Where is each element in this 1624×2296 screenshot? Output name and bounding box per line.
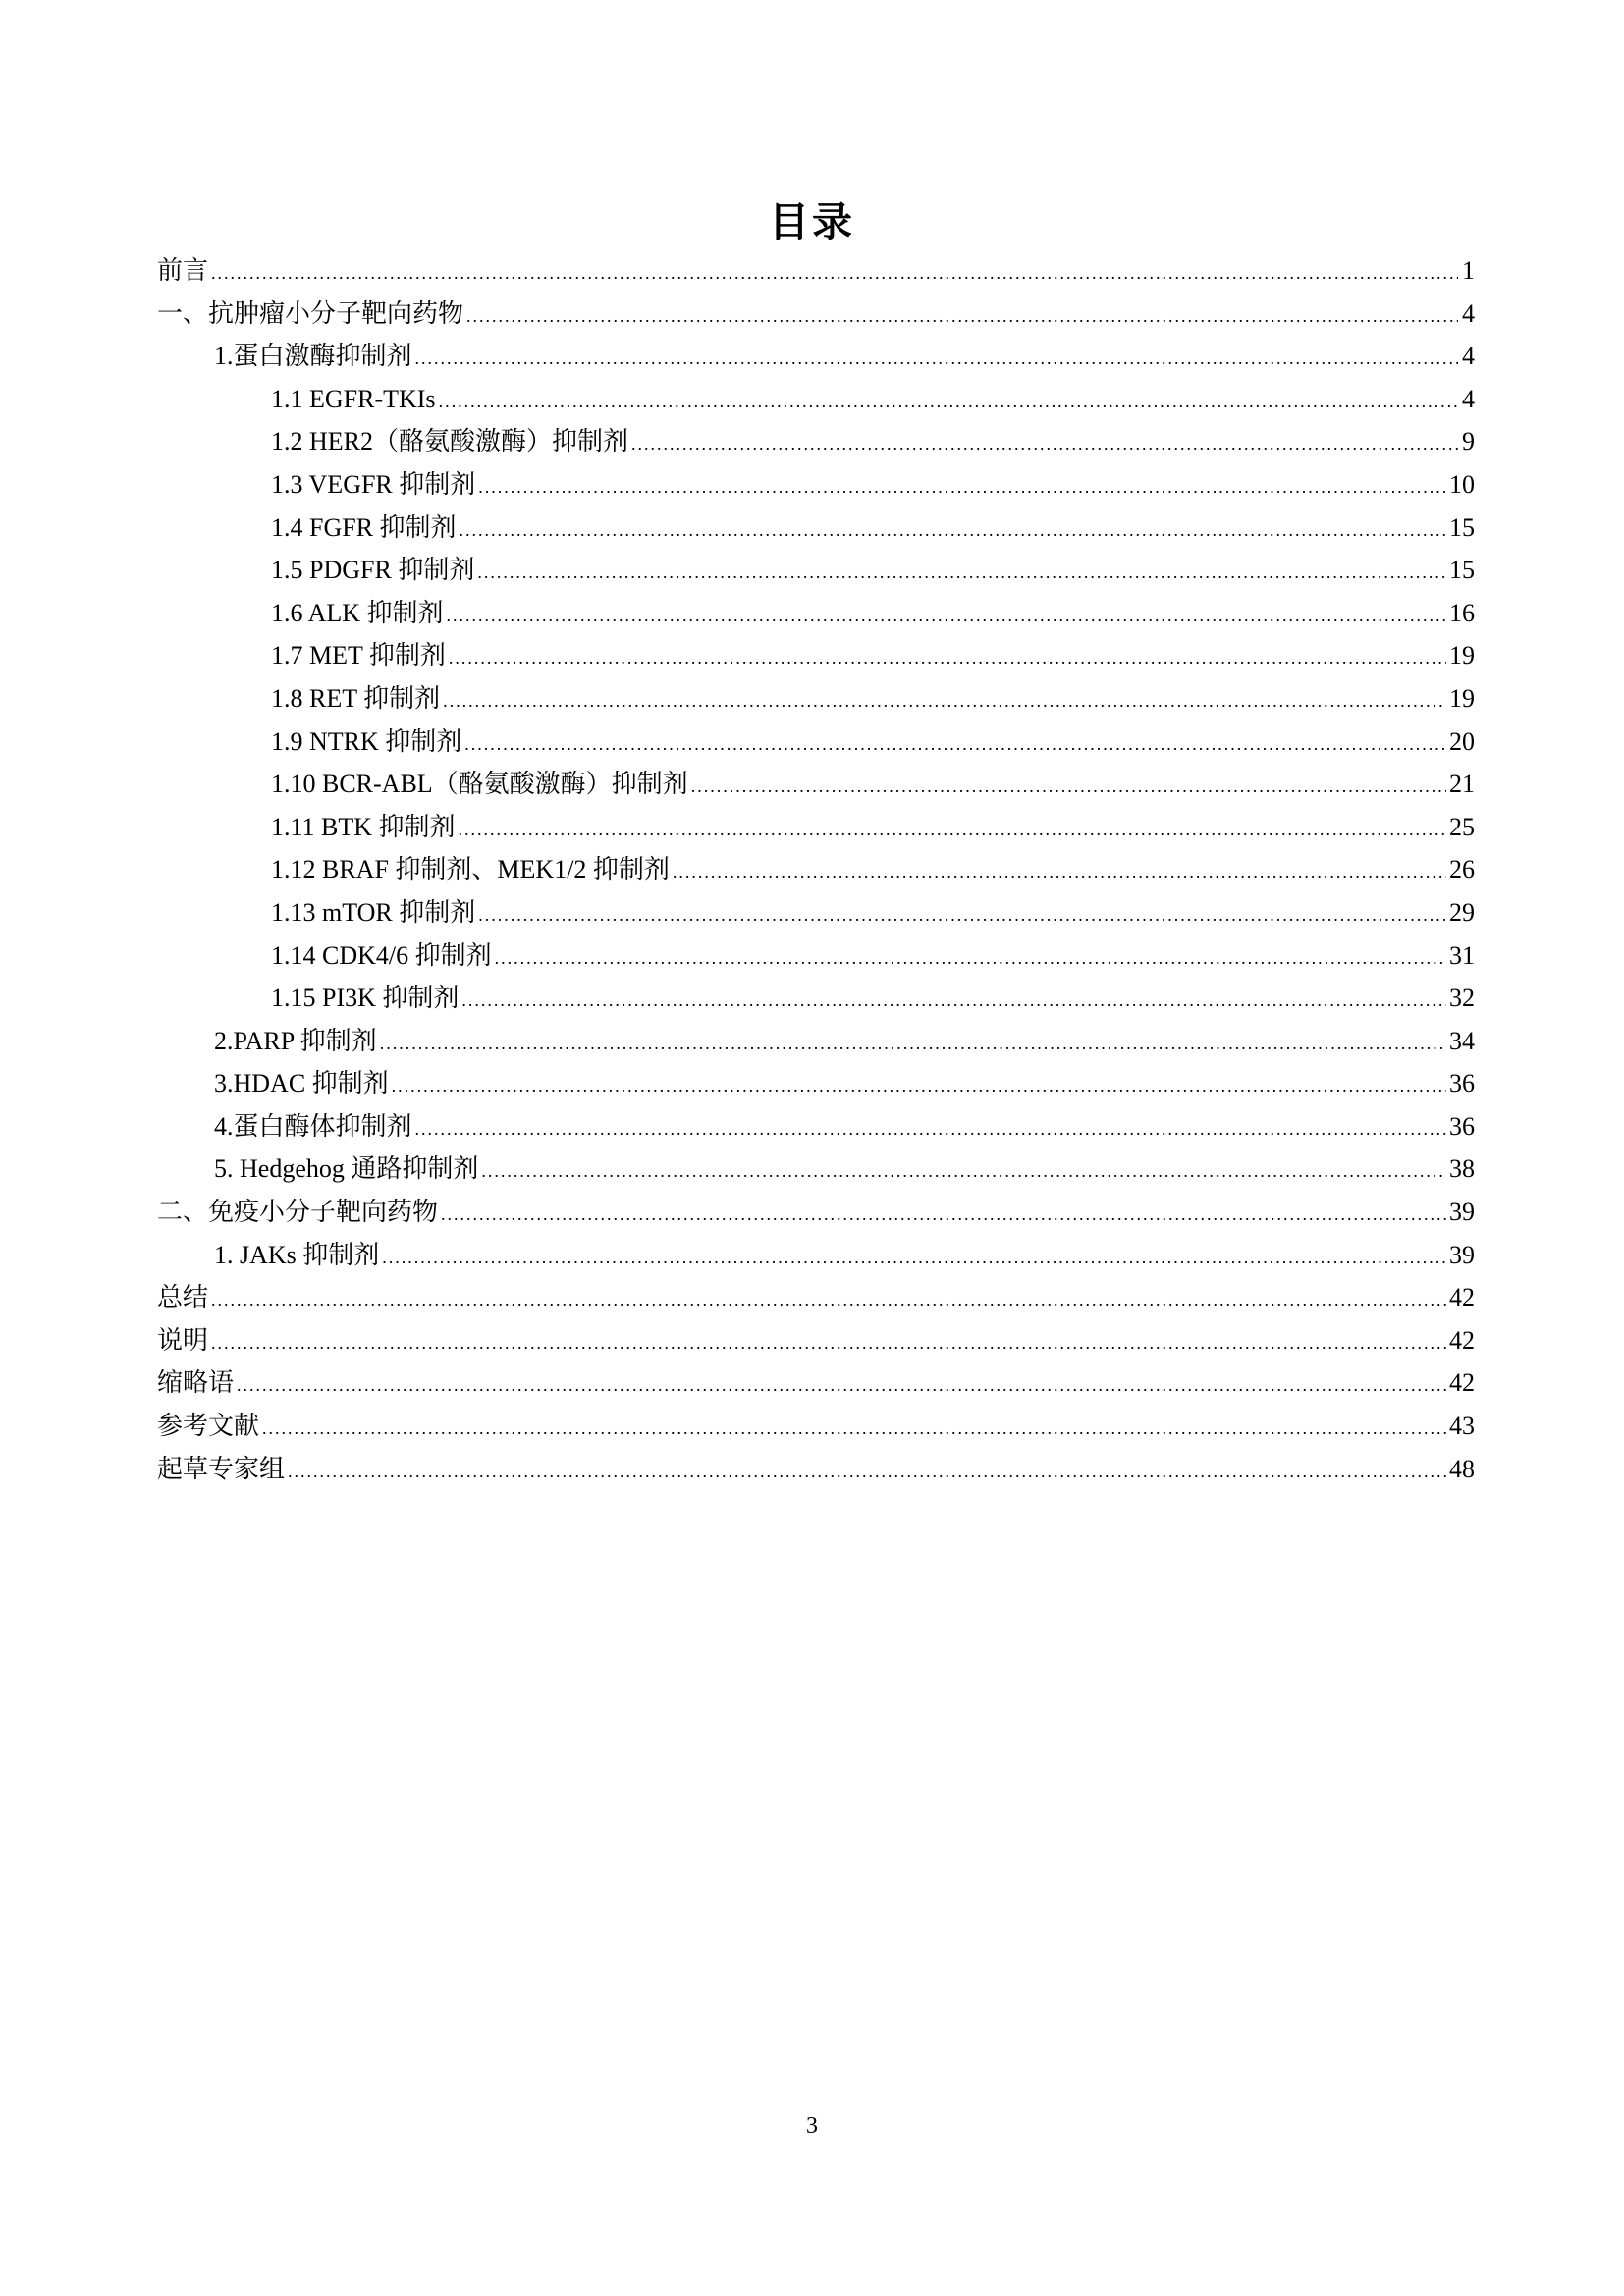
toc-entry[interactable] [157, 1362, 1475, 1405]
toc-entry-page: 26 [1449, 855, 1475, 884]
toc-entry[interactable] [157, 249, 1475, 293]
toc-entry-label: 1.1 EGFR-TKIs [271, 384, 436, 413]
toc-entry-page: 4 [1462, 342, 1475, 371]
toc-dot-leader [673, 851, 1446, 894]
toc-entry-page: 19 [1449, 683, 1475, 713]
toc-entry[interactable] [157, 1148, 1475, 1191]
toc-entry[interactable] [157, 634, 1475, 677]
toc-entry[interactable] [157, 934, 1475, 978]
toc-entry-label: 起草专家组 [157, 1454, 286, 1483]
toc-dot-leader [481, 1150, 1446, 1194]
toc-entry[interactable] [157, 891, 1475, 934]
toc-entry-label: 4.蛋白酶体抑制剂 [214, 1111, 412, 1141]
toc-entry[interactable] [157, 507, 1475, 550]
toc-entry-label: 1.15 PI3K 抑制剂 [271, 984, 460, 1013]
toc-entry-page: 1 [1462, 256, 1475, 285]
toc-entry-label: 1.13 mTOR 抑制剂 [271, 897, 476, 927]
toc-entry-page: 36 [1449, 1069, 1475, 1098]
toc-entry-label: 1.9 NTRK 抑制剂 [271, 726, 462, 756]
toc-entry-label: 一、抗肿瘤小分子靶向药物 [157, 298, 464, 328]
toc-entry[interactable] [157, 677, 1475, 721]
toc-entry[interactable] [157, 1191, 1475, 1234]
toc-entry-page: 20 [1449, 726, 1475, 756]
toc-dot-leader [464, 723, 1446, 767]
toc-entry-label: 1.7 MET 抑制剂 [271, 641, 446, 670]
toc-entry[interactable] [157, 1105, 1475, 1148]
toc-entry[interactable] [157, 378, 1475, 421]
toc-entry[interactable] [157, 1020, 1475, 1063]
toc-dot-leader [459, 809, 1446, 852]
toc-entry-label: 2.PARP 抑制剂 [214, 1026, 377, 1055]
toc-dot-leader [449, 637, 1446, 680]
toc-entry[interactable] [157, 977, 1475, 1020]
toc-entry-page: 15 [1449, 556, 1475, 585]
toc-entry-label: 1. JAKs 抑制剂 [214, 1240, 380, 1269]
toc-entry-page: 39 [1449, 1240, 1475, 1269]
toc-entry[interactable] [157, 848, 1475, 891]
toc-entry-label: 1.蛋白激酶抑制剂 [214, 342, 412, 371]
toc-entry-label: 1.11 BTK 抑制剂 [271, 812, 456, 841]
toc-entry[interactable] [157, 592, 1475, 635]
toc-entry-label: 前言 [157, 256, 209, 285]
toc-dot-leader [477, 552, 1446, 595]
toc-entry-label: 1.14 CDK4/6 抑制剂 [271, 940, 492, 970]
toc-entry[interactable] [157, 1234, 1475, 1277]
toc-dot-leader [443, 680, 1446, 723]
toc-entry[interactable] [157, 1319, 1475, 1362]
page-number: 3 [806, 2113, 818, 2139]
toc-dot-leader [211, 1322, 1446, 1365]
toc-entry-page: 38 [1449, 1154, 1475, 1184]
toc-entry-page: 16 [1449, 598, 1475, 627]
toc-dot-leader [211, 1279, 1446, 1322]
toc-entry[interactable] [157, 1405, 1475, 1448]
toc-entry-page: 36 [1449, 1111, 1475, 1141]
toc-dot-leader [392, 1065, 1446, 1108]
toc-entry-page: 34 [1449, 1026, 1475, 1055]
toc-entry-page: 42 [1449, 1325, 1475, 1355]
toc-dot-leader [262, 1408, 1446, 1451]
toc-dot-leader [461, 980, 1446, 1023]
toc-entry-page: 21 [1449, 770, 1475, 799]
toc-entry-label: 3.HDAC 抑制剂 [214, 1069, 389, 1098]
toc-entry-page: 42 [1449, 1283, 1475, 1312]
toc-entry-label: 1.3 VEGFR 抑制剂 [271, 469, 476, 499]
toc-entry-label: 总结 [157, 1283, 209, 1312]
toc-entry-label: 说明 [157, 1325, 209, 1355]
toc-dot-leader [466, 295, 1458, 339]
toc-entry[interactable] [157, 293, 1475, 336]
toc-dot-leader [478, 466, 1446, 509]
toc-entry-page: 19 [1449, 641, 1475, 670]
toc-dot-leader [447, 595, 1446, 638]
toc-entry-label: 缩略语 [157, 1368, 235, 1398]
toc-entry-label: 1.12 BRAF 抑制剂、MEK1/2 抑制剂 [271, 855, 670, 884]
toc-dot-leader [415, 1108, 1446, 1151]
toc-entry-page: 15 [1449, 512, 1475, 542]
toc-entry[interactable] [157, 721, 1475, 764]
toc-entry[interactable] [157, 1448, 1475, 1491]
toc-entry-page: 4 [1462, 384, 1475, 413]
toc-entry-page: 48 [1449, 1454, 1475, 1483]
toc-dot-leader [478, 894, 1446, 937]
toc-dot-leader [460, 509, 1446, 553]
toc-entry-label: 1.6 ALK 抑制剂 [271, 598, 444, 627]
toc-entry[interactable] [157, 420, 1475, 463]
toc-entry-page: 29 [1449, 897, 1475, 927]
toc-entry[interactable] [157, 1062, 1475, 1105]
toc-entry-label: 1.4 FGFR 抑制剂 [271, 512, 457, 542]
toc-dot-leader [382, 1237, 1446, 1280]
toc-entry-label: 二、免疫小分子靶向药物 [157, 1198, 439, 1227]
toc-dot-leader [380, 1023, 1446, 1066]
toc-dot-leader [211, 252, 1458, 295]
toc-entry-label: 1.2 HER2（酪氨酸激酶）抑制剂 [271, 427, 629, 456]
toc-entry-page: 31 [1449, 940, 1475, 970]
page-title: 目录 [769, 198, 855, 245]
toc-entry[interactable] [157, 549, 1475, 592]
toc-entry-label: 1.10 BCR-ABL（酪氨酸激酶）抑制剂 [271, 770, 688, 799]
toc-entry[interactable] [157, 806, 1475, 849]
toc-dot-leader [691, 766, 1446, 809]
toc-entry-label: 1.5 PDGFR 抑制剂 [271, 556, 475, 585]
toc-entry[interactable] [157, 763, 1475, 806]
toc-dot-leader [441, 1194, 1446, 1237]
toc-dot-leader [288, 1451, 1446, 1494]
toc-entry-label: 1.8 RET 抑制剂 [271, 683, 441, 713]
toc-dot-leader [237, 1364, 1446, 1408]
toc-entry-page: 42 [1449, 1368, 1475, 1398]
toc-dot-leader [495, 937, 1446, 981]
table-of-contents [157, 249, 1475, 1490]
toc-entry[interactable] [157, 463, 1475, 507]
toc-entry-page: 43 [1449, 1412, 1475, 1441]
toc-entry[interactable] [157, 1276, 1475, 1319]
toc-entry-page: 10 [1449, 469, 1475, 499]
toc-dot-leader [631, 423, 1458, 466]
toc-entry[interactable] [157, 335, 1475, 378]
toc-dot-leader [439, 381, 1458, 424]
toc-entry-page: 39 [1449, 1198, 1475, 1227]
toc-entry-page: 25 [1449, 812, 1475, 841]
toc-entry-label: 5. Hedgehog 通路抑制剂 [214, 1154, 479, 1184]
toc-entry-label: 参考文献 [157, 1412, 260, 1441]
toc-dot-leader [415, 338, 1458, 381]
toc-entry-page: 9 [1462, 427, 1475, 456]
toc-entry-page: 32 [1449, 984, 1475, 1013]
toc-entry-page: 4 [1462, 298, 1475, 328]
